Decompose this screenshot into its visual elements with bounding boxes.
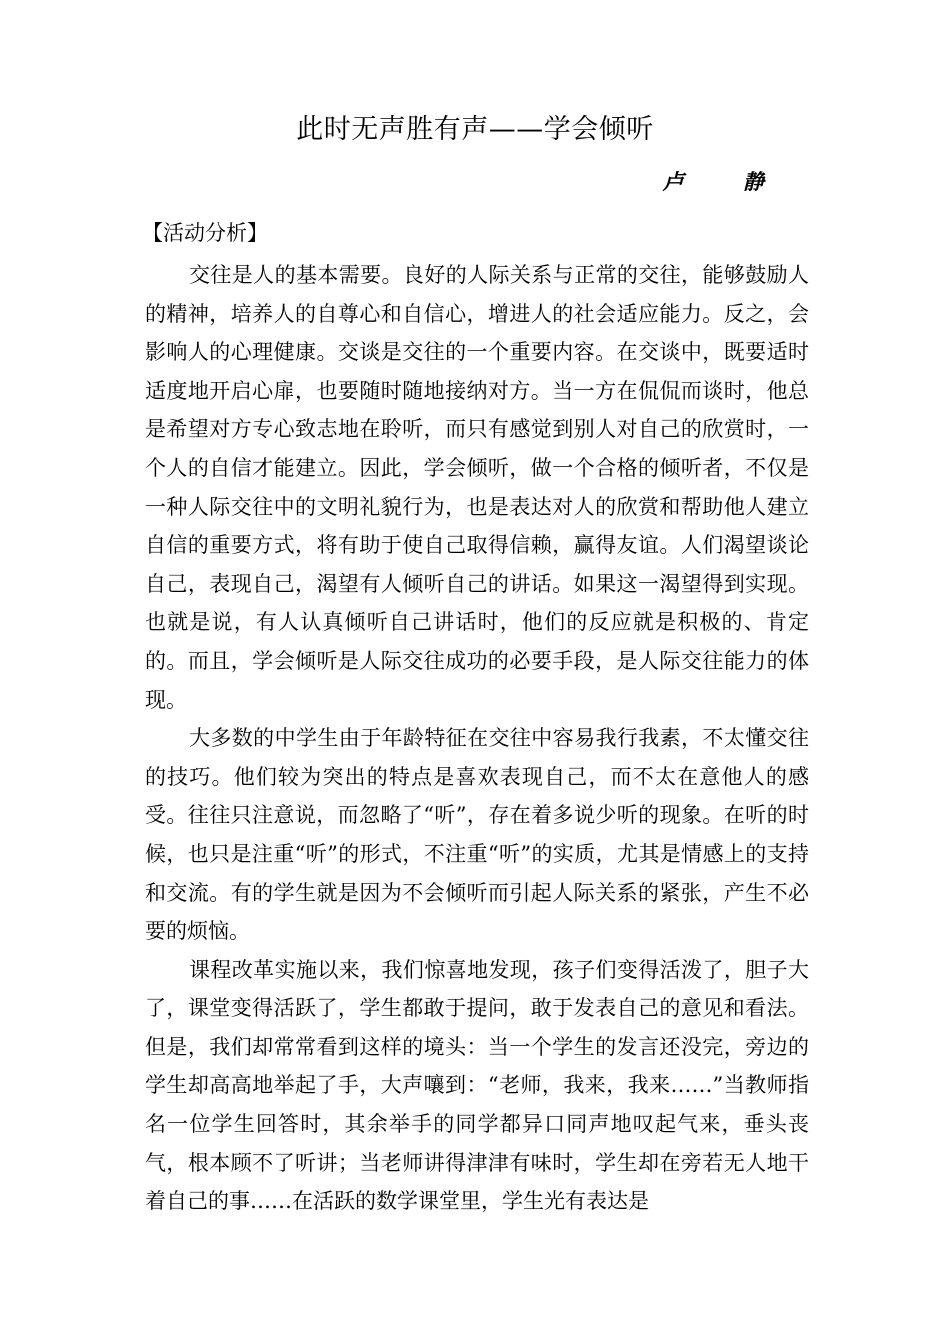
body-text — [145, 256, 809, 1221]
document-title: 此时无声胜有声——学会倾听 — [296, 114, 654, 145]
section-heading: 【活动分析】 — [142, 221, 268, 245]
author-name: 卢 静 — [662, 169, 790, 194]
paragraph-3: 课程改革实施以来，我们惊喜地发现，孩子们变得活泼了，胆子大了，课堂变得活跃了，学生都敢于提问，敢于发表自己的意见和看法。但是，我们却常常看到这样的境头：当一个学生的发言还没完，旁边的学生却高高地举起了手，大声嚷到：“老师，我来，我来……”当教师指名一位学生回答时，其余举手的同学都异口同声地叹起气来，垂头丧气，根本顾不了听讲；当老师讲得津津有味时，学生却在旁若无人地干着自己的事……在活跃的数学课堂里，学生光有表达是 — [145, 957, 809, 1214]
paragraph-2: 大多数的中学生由于年龄特征在交往中容易我行我素，不太懂交往的技巧。他们较为突出的特点是喜欢表现自己，而不太在意他人的感受。往往只注意说，而忽略了“听”，存在着多说少听的现象。在听的时候，也只是注重“听”的形式，不注重“听”的实质，尤其是情感上的支持和交流。有的学生就是因为不会倾听而引起人际关系的紧张，产生不必要的烦恼。 — [145, 726, 809, 944]
paragraph-1: 交往是人的基本需要。良好的人际关系与正常的交往，能够鼓励人的精神，培养人的自尊心和自信心，增进人的社会适应能力。反之，会影响人的心理健康。交谈是交往的一个重要内容。在交谈中，既要适时适度地开启心扉，也要随时随地接纳对方。当一方在侃侃而谈时，他总是希望对方专心致志地在聆听，而只有感觉到别人对自己的欣赏时，一个人的自信才能建立。因此，学会倾听，做一个合格的倾听者，不仅是一种人际交往中的文明礼貌行为，也是表达对人的欣赏和帮助他人建立自信的重要方式，将有助于使自己取得信赖，赢得友谊。人们渴望谈论自己，表现自己，渴望有人倾听自己的讲话。如果这一渴望得到实现。也就是说，有人认真倾听自己讲话时，他们的反应就是积极的、肯定的。而且，学会倾听是人际交往成功的必要手段，是人际交往能力的体现。 — [145, 263, 809, 712]
